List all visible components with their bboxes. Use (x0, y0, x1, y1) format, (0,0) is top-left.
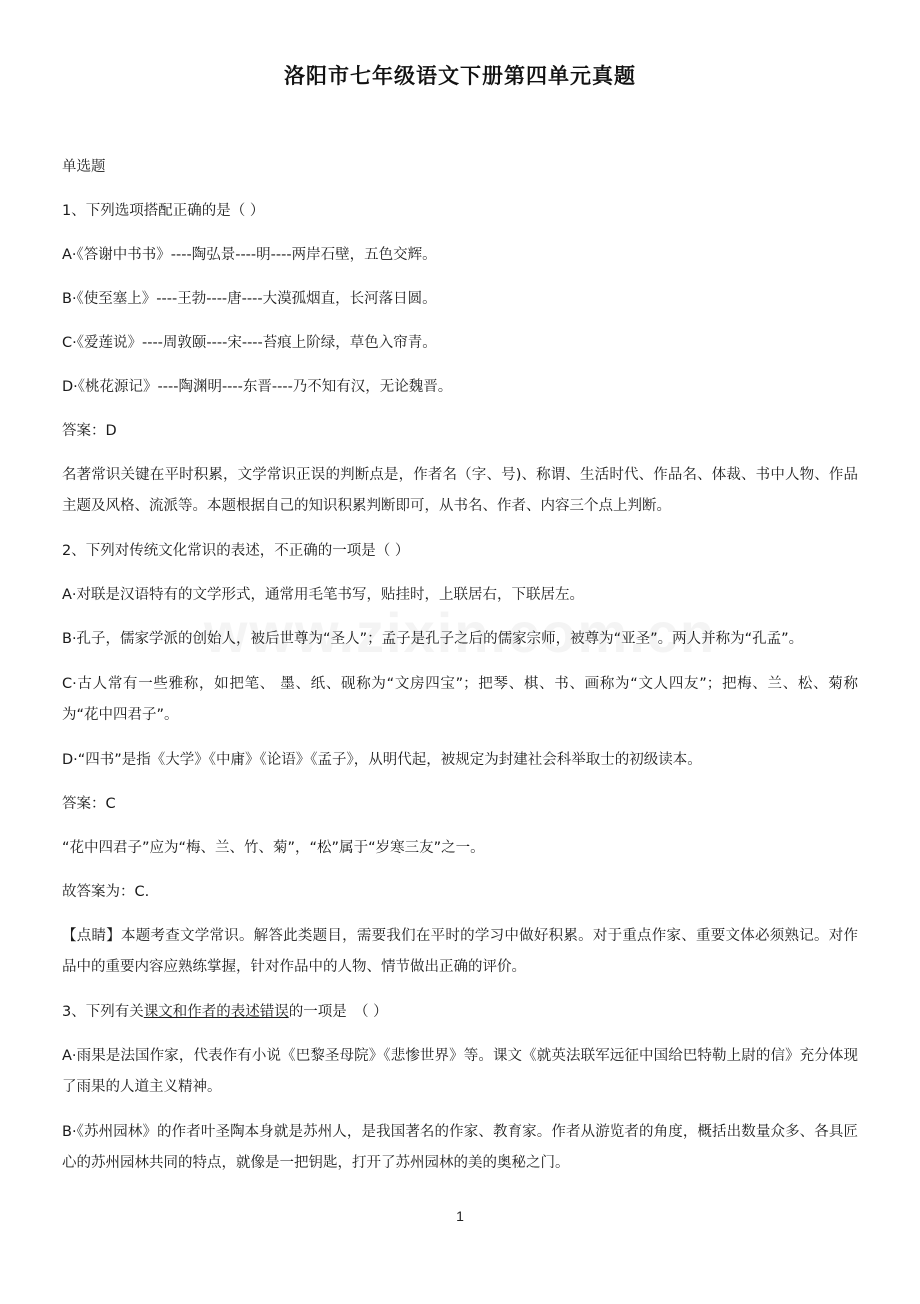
question-2-option-a: A·对联是汉语特有的文学形式，通常用毛笔书写，贴挂时，上联居右，下联居左。 (62, 587, 585, 603)
question-1-option-d: D·《桃花源记》----陶渊明----东晋----乃不知有汉，无论魏晋。 (62, 379, 453, 395)
document-content (62, 152, 858, 1193)
question-2-comment: 【点睛】本题考查文学常识。解答此类题目，需要我们在平时的学习中做好积累。对于重点作家、重要文体必须熟记。对作品中的重要内容应熟练掌握，针对作品中的人物、情节做出正确的评价。 (62, 928, 858, 975)
question-1-answer: 答案：D (62, 423, 117, 439)
question-1-option-c: C·《爱莲说》----周敦颐----宋----苔痕上阶绿，草色入帘青。 (62, 335, 437, 351)
question-3-stem-underlined: 课文和作者的表述错误 (143, 1004, 289, 1020)
question-2-conclusion: 故答案为：C. (62, 884, 150, 900)
question-2-option-b: B·孔子，儒家学派的创始人，被后世尊为“圣人”；孟子是孔子之后的儒家宗师，被尊为“亚圣”。两人并称为“孔孟”。 (62, 631, 804, 647)
page-number: 1 (456, 1208, 464, 1224)
question-3-stem-prefix: 3、下列有关 (62, 1004, 144, 1020)
question-2-answer: 答案：C (62, 796, 116, 812)
question-2-stem: 2、下列对传统文化常识的表述，不正确的一项是（ ） (62, 543, 410, 559)
question-2-option-c: C·古人常有一些雅称，如把笔、 墨、纸、砚称为“文房四宝”；把琴、棋、书、画称为“文人四友”；把梅、兰、松、菊称为“花中四君子”。 (62, 676, 858, 723)
question-3-stem-suffix: 的一项是 （ ） (288, 1004, 388, 1020)
question-3-stem (62, 997, 858, 1027)
question-1-stem: 1、下列选项搭配正确的是（ ） (62, 203, 265, 219)
question-2-explanation: “花中四君子”应为“梅、兰、竹、菊”，“松”属于“岁寒三友”之一。 (62, 840, 485, 856)
question-3-option-a: A·雨果是法国作家，代表作有小说《巴黎圣母院》《悲惨世界》等。课文《就英法联军远征中国给巴特勒上尉的信》充分体现了雨果的人道主义精神。 (62, 1048, 858, 1095)
question-2-option-d: D·“四书”是指《大学》《中庸》《论语》《孟子》，从明代起，被规定为封建社会科举取士的初级读本。 (62, 752, 702, 768)
question-1-explanation: 名著常识关键在平时积累，文学常识正误的判断点是，作者名（字、号)、称谓、生活时代、作品名、体裁、书中人物、作品主题及风格、流派等。本题根据自己的知识积累判断即可，从书名、作者、内容三个点上判断。 (62, 467, 858, 514)
question-1-option-a: A·《答谢中书书》----陶弘景----明----两岸石壁，五色交辉。 (62, 247, 437, 263)
document-title: 洛阳市七年级语文下册第四单元真题 (284, 64, 636, 88)
question-3-option-b: B·《苏州园林》的作者叶圣陶本身就是苏州人，是我国著名的作家、教育家。作者从游览者的角度，概括出数量众多、各具匠心的苏州园林共同的特点，就像是一把钥匙，打开了苏州园林的美的奥秘之门。 (62, 1124, 858, 1171)
question-1-option-b: B·《使至塞上》----王勃----唐----大漠孤烟直，长河落日圆。 (62, 291, 437, 307)
section-label: 单选题 (62, 159, 106, 175)
